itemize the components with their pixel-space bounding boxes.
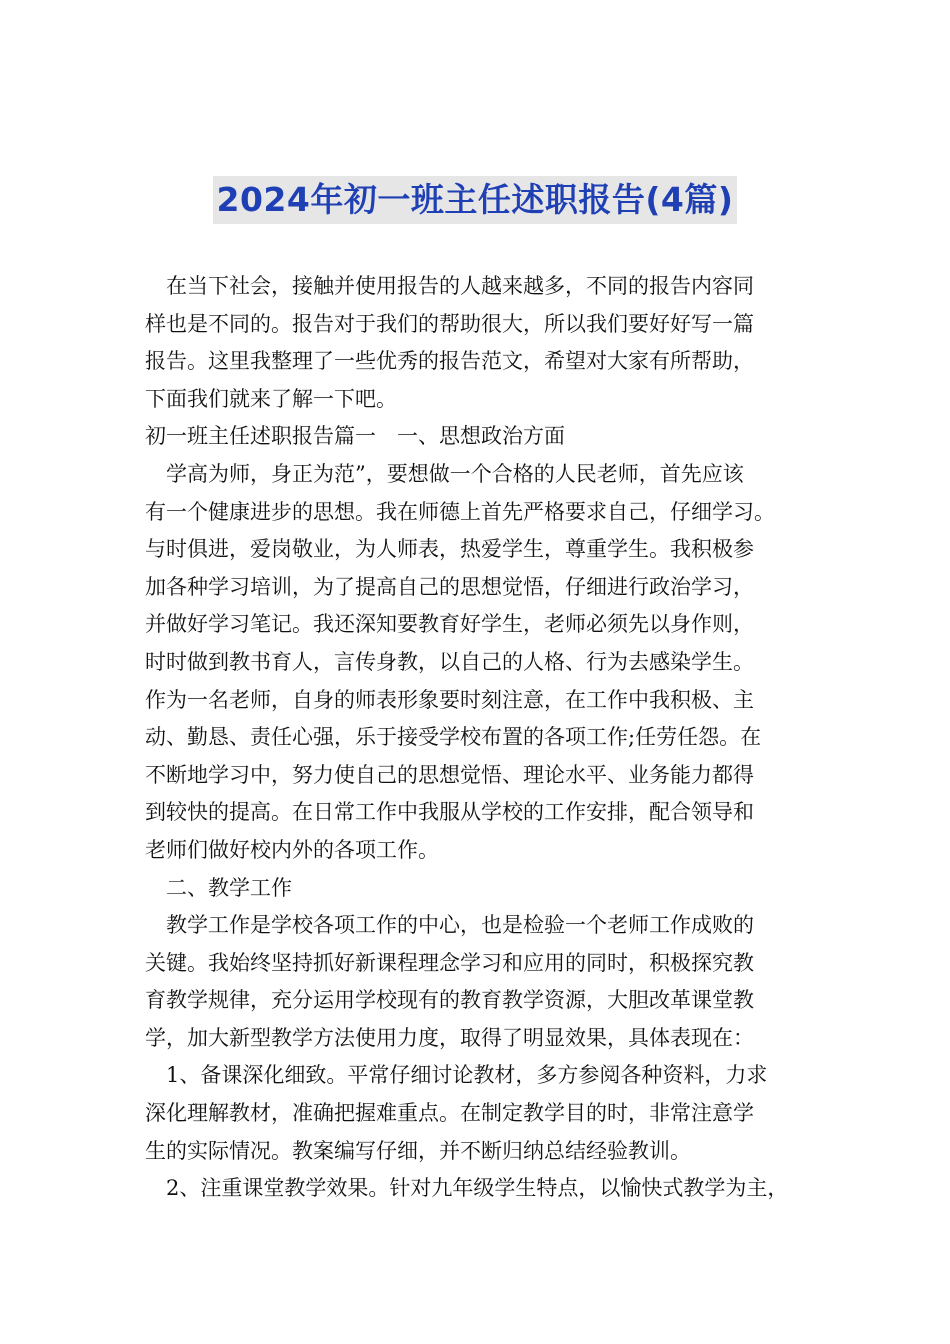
body-line: 老师们做好校内外的各项工作。: [145, 837, 439, 862]
body-line: 作为一名老师，自身的师表形象要时刻注意，在工作中我积极、主: [145, 687, 754, 712]
body-line: 下面我们就来了解一下吧。: [145, 386, 397, 411]
body-line: 教学工作是学校各项工作的中心，也是检验一个老师工作成败的: [145, 913, 754, 938]
body-line: 加各种学习培训，为了提高自己的思想觉悟，仔细进行政治学习，: [145, 574, 754, 599]
body-line: 1、备课深化细致。平常仔细讨论教材，多方参阅各种资料，力求: [145, 1063, 768, 1088]
body-line: 报告。这里我整理了一些优秀的报告范文，希望对大家有所帮助，: [145, 349, 754, 374]
body-line: 到较快的提高。在日常工作中我服从学校的工作安排，配合领导和: [145, 800, 754, 825]
body-line: 学，加大新型教学方法使用力度，取得了明显效果，具体表现在：: [145, 1025, 754, 1050]
document-title: 2024年初一班主任述职报告(4篇): [213, 176, 738, 224]
body-line: 生的实际情况。教案编写仔细，并不断归纳总结经验教训。: [145, 1138, 691, 1163]
body-line: 在当下社会，接触并使用报告的人越来越多，不同的报告内容同: [145, 274, 754, 298]
body-line: 动、勤恳、责任心强，乐于接受学校布置的各项工作;任劳任怨。在: [145, 725, 762, 750]
body-line: 深化理解教材，准确把握难重点。在制定教学目的时，非常注意学: [145, 1101, 754, 1126]
body-line: 时时做到教书育人，言传身教，以自己的人格、行为去感染学生。: [145, 649, 754, 674]
section-heading-line: 初一班主任述职报告篇一 一、思想政治方面: [145, 424, 565, 449]
title-wrapper: [0, 176, 950, 224]
body-line: 学高为师，身正为范”，要想做一个合格的人民老师，首先应该: [145, 461, 744, 486]
body-line: 不断地学习中，努力使自己的思想觉悟、理论水平、业务能力都得: [145, 762, 754, 787]
body-line: 与时俱进，爱岗敬业，为人师表，热爱学生，尊重学生。我积极参: [145, 537, 754, 562]
body-line: 育教学规律，充分运用学校现有的教育教学资源，大胆改革课堂教: [145, 988, 754, 1013]
body-line: 样也是不同的。报告对于我们的帮助很大，所以我们要好好写一篇: [145, 311, 754, 336]
document-body: [145, 268, 825, 1208]
section-heading-line: 二、教学工作: [145, 875, 292, 900]
body-line: 2、注重课堂教学效果。针对九年级学生特点，以愉快式教学为主，: [145, 1176, 789, 1201]
body-line: 关键。我始终坚持抓好新课程理念学习和应用的同时，积极探究教: [145, 950, 754, 975]
body-line: 有一个健康进步的思想。我在师德上首先严格要求自己，仔细学习。: [145, 499, 775, 524]
body-line: 并做好学习笔记。我还深知要教育好学生，老师必须先以身作则，: [145, 612, 754, 637]
